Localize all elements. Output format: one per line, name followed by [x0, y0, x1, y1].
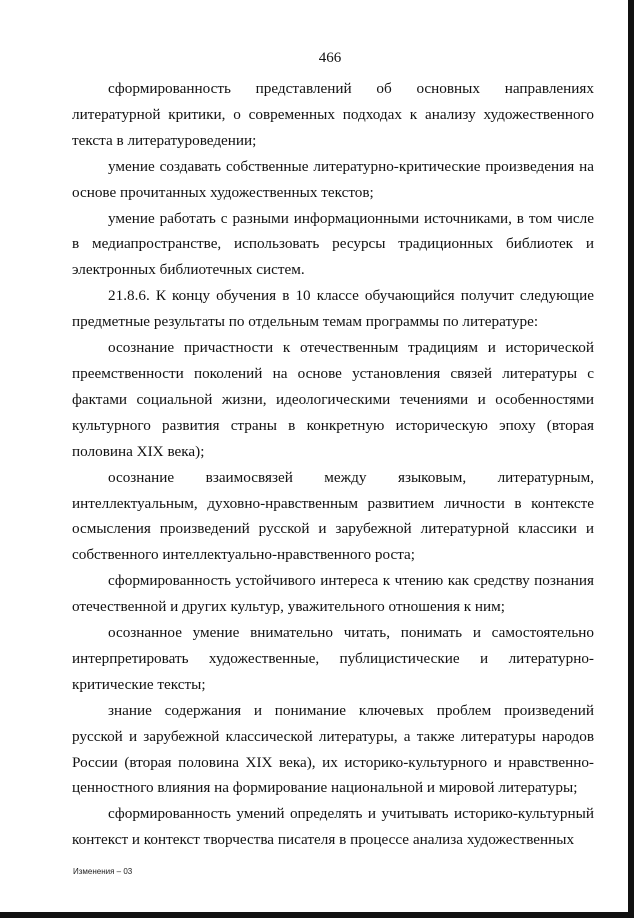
paragraph-historical-context: сформированность умений определять и учитывать историко-культурный контекст и контекст творчества писателя в процессе анализа художественных [72, 805, 594, 849]
paragraph-content-knowledge: знание содержания и понимание ключевых проблем произведений русской и зарубежной классической литературы, а также литературы народов России (вторая половина XIX века), их историко-культурного и нравственно-ценностного влияния на формирование национальной и мировой литературы; [72, 701, 594, 797]
paragraph-create-criticism: умение создавать собственные литературно-критические произведения на основе прочитанных художественных текстов; [72, 157, 594, 201]
paragraph-information-sources: умение работать с разными информационными источниками, в том числе в медиапространстве, использовать ресурсы традиционных библиотек и электронных библиотечных систем. [72, 209, 594, 279]
paragraph-interrelations: осознание взаимосвязей между языковым, литературным, интеллектуальным, духовно-нравственным развитием личности в контексте осмысления произведений русской и зарубежной литературной классики и собственного интеллектуально-нравственного роста; [72, 468, 594, 564]
paragraph-careful-reading: осознанное умение внимательно читать, понимать и самостоятельно интерпретировать художественные, публицистические и литературно-критические тексты; [72, 624, 594, 693]
paragraph-literary-criticism: сформированность представлений об основных направлениях литературной критики, о современных подходах к анализу художественного текста в литературоведении; [72, 80, 594, 149]
footer-revision-note: Изменения – 03 [73, 867, 133, 876]
paragraph-reading-interest: сформированность устойчивого интереса к чтению как средству познания отечественной и других культур, уважительного отношения к ним; [72, 572, 594, 616]
paragraph-national-traditions: осознание причастности к отечественным традициям и исторической преемственности поколений на основе установления связей литературы с фактами социальной жизни, идеологическими течениями и особенностями культурного развития страны в конкретную историческую эпоху (вторая половина XIX века); [72, 339, 594, 460]
paragraph-section-21-8-6: 21.8.6. К концу обучения в 10 классе обучающийся получит следующие предметные результаты по отдельным темам программы по литературе: [72, 287, 594, 331]
page-number: 466 [318, 50, 342, 66]
document-body [72, 76, 594, 853]
